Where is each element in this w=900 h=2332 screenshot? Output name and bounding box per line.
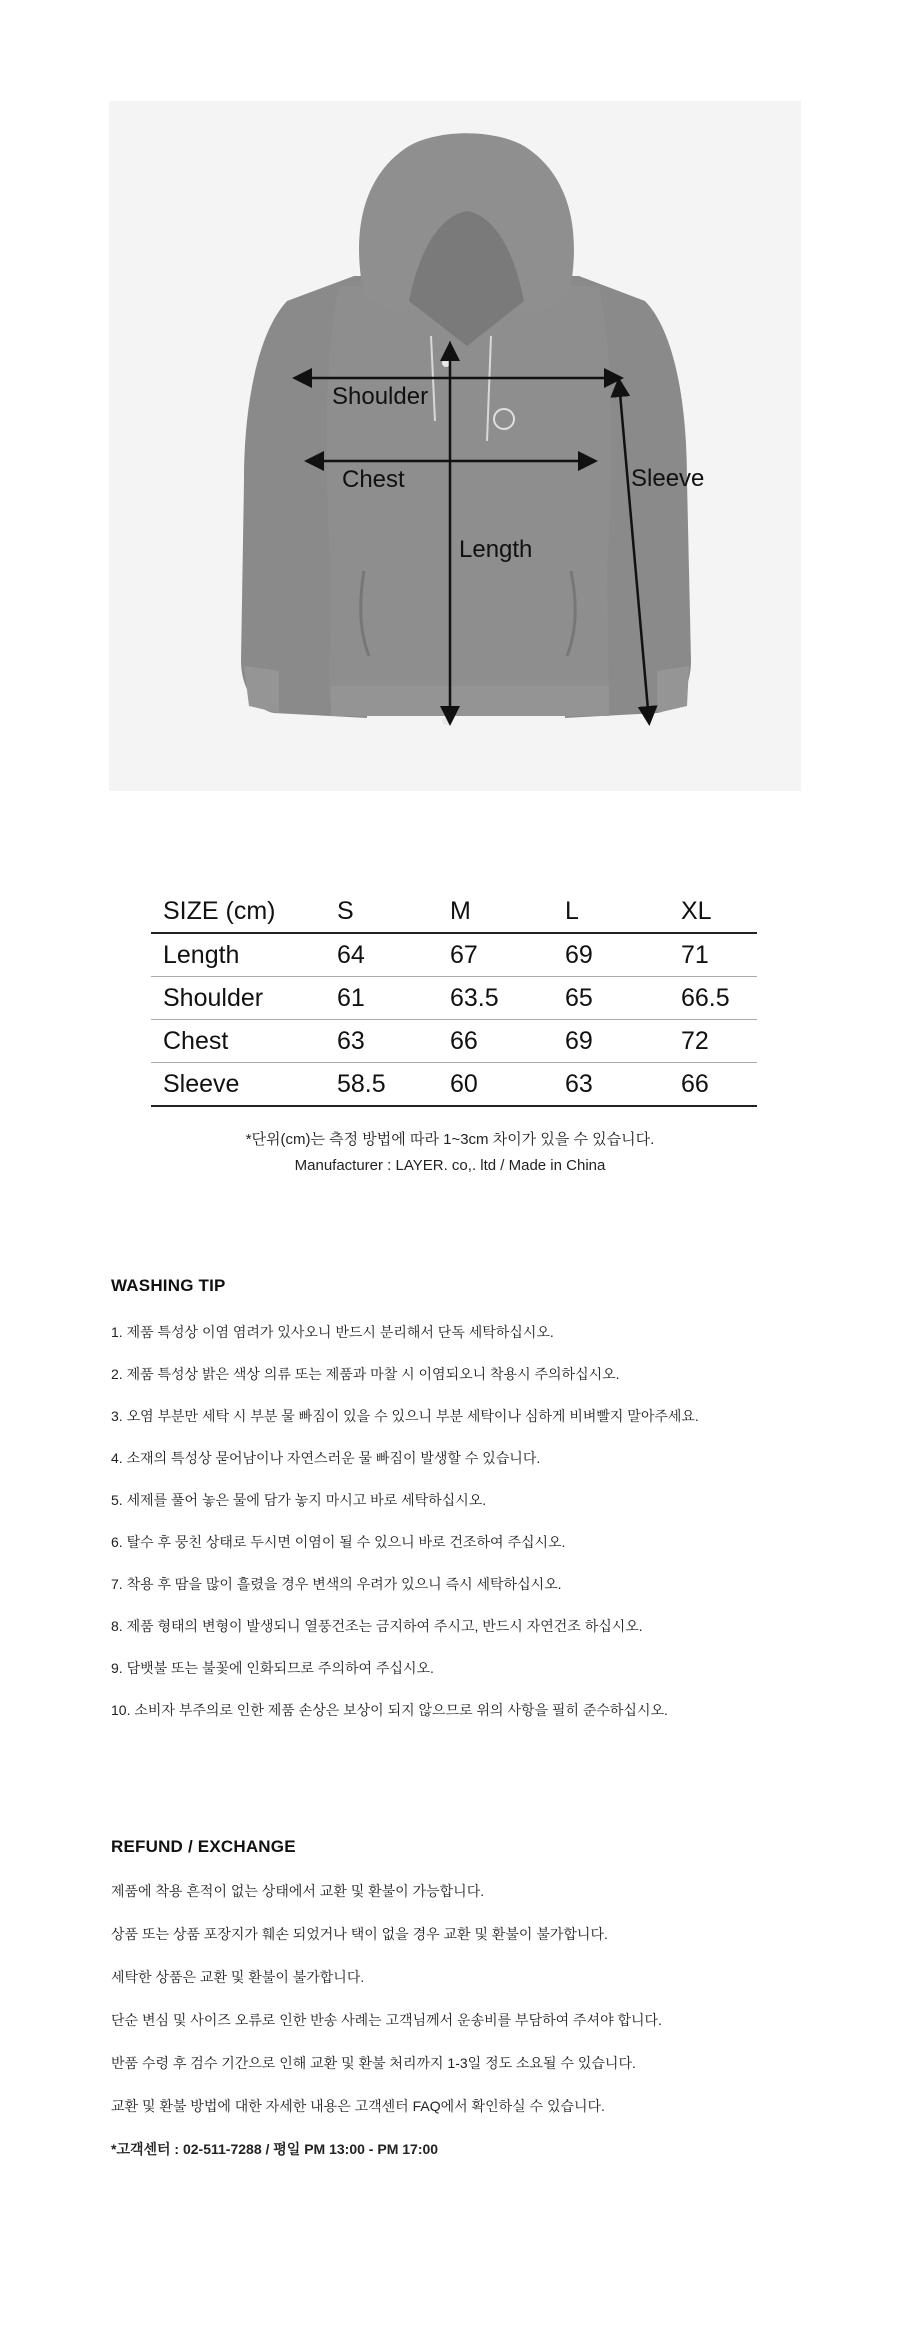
header-cell: L [565,896,579,925]
customer-center-contact: *고객센터 : 02-511-7288 / 평일 PM 13:00 - PM 17:00 [111,2141,439,2157]
list-item: 제품에 착용 흔적이 없는 상태에서 교환 및 환불이 가능합니다. [111,1883,485,1899]
refund-exchange-list [111,1882,662,2183]
header-cell: S [337,896,354,925]
row-label: Sleeve [163,1069,240,1098]
table-cell: 63 [337,1026,365,1055]
table-row [151,1020,757,1063]
table-cell: 65 [565,983,593,1012]
table-cell: 61 [337,983,365,1012]
list-item: 8. 제품 형태의 변형이 발생되니 열풍건조는 금지하여 주시고, 반드시 자연건조 하십시오. [111,1618,643,1634]
length-label: Length [459,536,533,563]
table-cell: 60 [450,1069,478,1098]
table-cell: 66 [450,1026,478,1055]
list-item: 7. 착용 후 땀을 많이 흘렸을 경우 변색의 우려가 있으니 즉시 세탁하십시오. [111,1576,562,1592]
hoodie-measurement-figure [109,101,801,791]
table-cell: 66 [681,1069,709,1098]
list-item: 6. 탈수 후 뭉친 상태로 두시면 이염이 될 수 있으니 바로 건조하여 주십시오. [111,1534,566,1550]
header-cell: XL [681,896,712,925]
table-cell: 63 [565,1069,593,1098]
table-cell: 64 [337,940,365,969]
size-table [151,890,757,1107]
refund-exchange-title: REFUND / EXCHANGE [111,1837,296,1856]
table-cell: 69 [565,1026,593,1055]
manufacturer-note: Manufacturer : LAYER. co,. ltd / Made in China [294,1157,606,1174]
header-cell: M [450,896,471,925]
header-cell: SIZE (cm) [163,896,276,925]
unit-note: *단위(cm)는 측정 방법에 따라 1~3cm 차이가 있을 수 있습니다. [245,1131,655,1148]
washing-tip-title: WASHING TIP [111,1276,226,1295]
washing-tip-list [111,1323,699,1743]
list-item: 반품 수령 후 검수 기간으로 인해 교환 및 환불 처리까지 1-3일 정도 소요될 수 있습니다. [111,2055,636,2071]
list-item: 단순 변심 및 사이즈 오류로 인한 반송 사례는 고객님께서 운송비를 부담하여 주셔야 합니다. [111,2012,662,2028]
list-item: 상품 또는 상품 포장지가 훼손 되었거나 택이 없을 경우 교환 및 환불이 불가합니다. [111,1926,608,1942]
row-label: Length [163,940,240,969]
chest-label: Chest [342,466,405,493]
list-item: 1. 제품 특성상 이염 염려가 있사오니 반드시 분리해서 단독 세탁하십시오. [111,1324,554,1340]
list-item: 9. 담뱃불 또는 불꽃에 인화되므로 주의하여 주십시오. [111,1660,434,1676]
table-cell: 63.5 [450,983,499,1012]
shoulder-label: Shoulder [332,383,429,410]
list-item: 5. 세제를 풀어 놓은 물에 담가 놓지 마시고 바로 세탁하십시오. [111,1492,487,1508]
row-label: Chest [163,1026,229,1055]
table-cell: 66.5 [681,983,730,1012]
list-item: 3. 오염 부분만 세탁 시 부분 물 빠짐이 있을 수 있으니 부분 세탁이나 심하게 비벼빨지 말아주세요. [111,1408,699,1424]
list-item: 교환 및 환불 방법에 대한 자세한 내용은 고객센터 FAQ에서 확인하실 수 있습니다. [111,2098,605,2114]
table-cell: 71 [681,940,709,969]
table-cell: 72 [681,1026,709,1055]
table-row [151,933,757,977]
table-row [151,977,757,1020]
row-label: Shoulder [163,983,264,1012]
list-item: 세탁한 상품은 교환 및 환불이 불가합니다. [111,1969,365,1985]
sleeve-label: Sleeve [631,465,705,492]
hoodie-illustration [109,101,801,791]
table-cell: 58.5 [337,1069,386,1098]
list-item: 10. 소비자 부주의로 인한 제품 손상은 보상이 되지 않으므로 위의 사항을 필히 준수하십시오. [111,1702,668,1718]
table-cell: 69 [565,940,593,969]
list-item: 2. 제품 특성상 밝은 색상 의류 또는 제품과 마찰 시 이염되오니 착용시 주의하십시오. [111,1366,620,1382]
size-table-header [151,890,757,933]
table-cell: 67 [450,940,478,969]
table-row [151,1063,757,1107]
list-item: 4. 소재의 특성상 묻어남이나 자연스러운 물 빠짐이 발생할 수 있습니다. [111,1450,541,1466]
